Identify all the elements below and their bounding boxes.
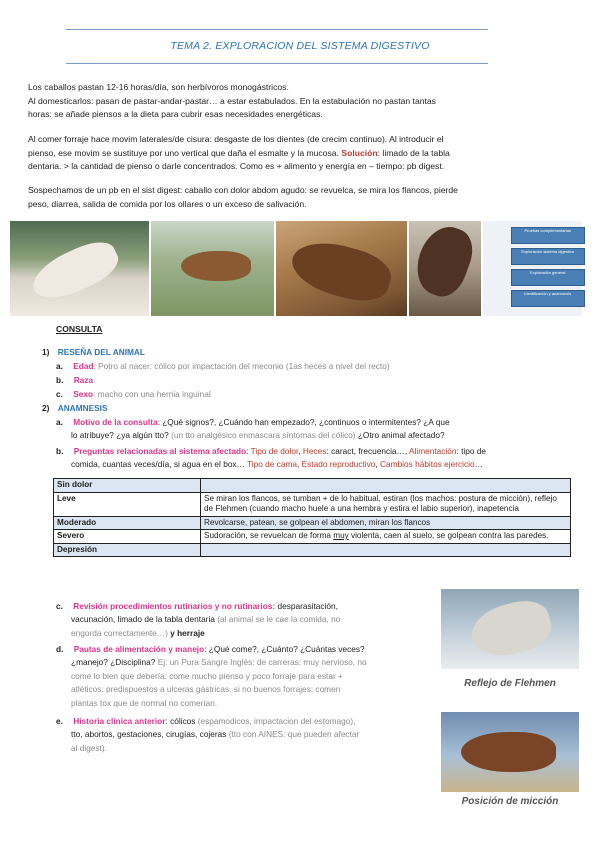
topic: Tipo de cama bbox=[247, 459, 297, 470]
paragraph-suspicion bbox=[28, 184, 576, 211]
photo-horse-head bbox=[409, 221, 481, 316]
item-value: : Potro al nacer: cólico por impactación del meconio (1as heces a nivel del recto) bbox=[93, 361, 390, 371]
text: , bbox=[298, 446, 303, 456]
item-key: Pautas de alimentación y manejo bbox=[73, 644, 205, 654]
table-row bbox=[54, 492, 571, 516]
item-note: come lo bien que debería: come mucho pienso y poco forraje para estar + bbox=[71, 670, 343, 681]
text: comida, cuantas veces/día, si agua en el box… bbox=[71, 459, 248, 470]
text: : bbox=[246, 446, 251, 456]
item-letter: a. bbox=[56, 361, 63, 371]
paragraph-teeth bbox=[28, 133, 576, 174]
photo-strip bbox=[10, 221, 582, 316]
section-label: ANAMNESIS bbox=[57, 403, 108, 413]
pain-description: Se miran los flancos, se tumban + de lo habitual, estiran (los machos: postura de micción), reflejo de Flehmen (cuando macho huele a una hembra y estira el labio superior), inapetencia bbox=[201, 492, 571, 516]
item-note: atléticos: predispuestos a ulceras gástricas. si no buenos forrajes: comen bbox=[71, 684, 341, 695]
pain-description: Revolcarse, patean, se golpean el abdomen, miran los flancos bbox=[201, 516, 571, 530]
para2-line: dentaria. > la cantidad de pienso o darle concentrados. Como es + alimento y energía en – tiempo: pb digest. bbox=[28, 161, 445, 172]
section-number: 2) bbox=[42, 403, 50, 413]
photo-horse-lying bbox=[276, 221, 407, 316]
item-value: : cólicos bbox=[165, 716, 198, 726]
item-letter: d. bbox=[56, 644, 64, 654]
photo-horse-rolling bbox=[10, 221, 149, 316]
item-motivo bbox=[56, 416, 576, 443]
emphasis: muy bbox=[333, 531, 349, 540]
pain-table bbox=[53, 478, 571, 557]
top-rule bbox=[66, 29, 488, 30]
diagram-box: Identificación y anamnesis bbox=[511, 290, 585, 307]
item-note: plantas tox que de normal no comerían. bbox=[71, 697, 218, 708]
item-key: Preguntas relacionadas al sistema afectado bbox=[73, 446, 247, 456]
item-value: : ¿Qué signos?, ¿Cuándo han empezado?, ¿continuos o intermitentes? ¿A que bbox=[157, 417, 450, 427]
item-value: ¿Otro animal afectado? bbox=[355, 430, 445, 441]
caption-micturition: Posición de micción bbox=[461, 796, 559, 807]
consulta-heading: CONSULTA bbox=[56, 324, 103, 334]
item-value: vacunación, limado de la tabla dentaria bbox=[71, 614, 218, 625]
item-letter: b. bbox=[56, 375, 64, 385]
para1-line: Los caballos pastan 12-16 horas/día, son herbívoros monogástricos. bbox=[28, 82, 289, 92]
item-value: : macho con una hernia inguinal bbox=[93, 389, 211, 399]
item-value: lo atribuye? ¿ya algún tto? bbox=[71, 430, 172, 441]
diagram-exploration-steps bbox=[483, 221, 582, 316]
item-key: Revisión procedimientos rutinarios y no rutinarios: bbox=[73, 601, 276, 611]
table-row bbox=[54, 530, 571, 544]
topic: Alimentación bbox=[409, 446, 457, 456]
diagram-box: Exploración general bbox=[511, 269, 585, 286]
item-letter: c. bbox=[56, 389, 63, 399]
item-value: tto, abortos, gestaciones, cirugías, cojeras bbox=[71, 729, 229, 740]
para3-line: peso, diarrea, salida de comida por los ollares o un exceso de salivación. bbox=[28, 198, 307, 209]
text: : caract, frecuencia…, bbox=[326, 446, 409, 456]
section-anamnesis bbox=[42, 402, 108, 415]
item-note: al digest). bbox=[71, 742, 107, 753]
para1-line: Al domesticarlos: pasan de pastar-andar-pastar… a estar estabulados. En la estabulación no pastan tantas bbox=[28, 95, 436, 106]
pain-description bbox=[201, 479, 571, 493]
item-note: (un tto analgésico enmascara síntomas del cólico) bbox=[171, 430, 356, 441]
item-key: Edad bbox=[73, 361, 94, 371]
item-note: engorda correctamente…) bbox=[71, 627, 168, 638]
item-letter: e. bbox=[56, 716, 63, 726]
topic: Cambios hábitos ejercicio bbox=[380, 459, 475, 470]
item-note: (tto con AINES: que pueden afectar bbox=[228, 729, 360, 740]
item-historia bbox=[56, 715, 426, 755]
table-row bbox=[54, 516, 571, 530]
item-note: (al animal se le cae la comida, no bbox=[217, 614, 341, 625]
para1-line: horas: se añade piensos a la dieta para cubrir esas necesidades energéticas. bbox=[28, 109, 323, 120]
para2-line: Al comer forraje hace movim laterales/de cisura: desgaste de los dientes (de crecim continuo). Al introducir el bbox=[28, 134, 444, 144]
item-key: Historia clínica anterior bbox=[73, 716, 166, 726]
section-label: RESEÑA DEL ANIMAL bbox=[57, 347, 145, 357]
para2-line bbox=[28, 147, 576, 161]
para3-line: Sospechamos de un pb en el sist digest: caballo con dolor abdom agudo: se revuelca, se mira los flancos, pierde bbox=[28, 185, 458, 195]
title-rule bbox=[66, 63, 488, 64]
photo-micturition bbox=[441, 712, 579, 792]
photo-flehmen bbox=[441, 589, 579, 669]
text: Sudoración, se revuelcan de forma bbox=[204, 531, 334, 540]
topic: Tipo de dolor bbox=[250, 446, 299, 456]
pain-level: Moderado bbox=[54, 516, 201, 530]
text: pienso, ese movim se sustituye por uno vertical que daña el esmalte y la mucosa. bbox=[28, 147, 342, 158]
item-value: : ¿Qué come?, ¿Cuánto? ¿Cuántas veces? bbox=[204, 644, 365, 654]
item-value: y herraje bbox=[167, 627, 205, 638]
item-value: ¿manejo? ¿Disciplina? bbox=[71, 657, 158, 668]
diagram-box: Exploración sistema digestivo bbox=[511, 248, 585, 265]
table-row bbox=[54, 479, 571, 493]
diagram-box: Pruebas complementarias bbox=[511, 227, 585, 244]
text: : limado de la tabla bbox=[377, 147, 450, 158]
page-title: TEMA 2. EXPLORACION DEL SISTEMA DIGESTIVO bbox=[170, 40, 430, 52]
item-note: Ej: un Pura Sangre Inglés: de carreras: muy nervioso, no bbox=[157, 657, 367, 668]
item-edad bbox=[56, 360, 576, 373]
caption-flehmen: Reflejo de Flehmen bbox=[464, 678, 556, 689]
item-key: Motivo de la consulta bbox=[73, 417, 158, 427]
item-note: (espamodicos, impactacion del estomago), bbox=[197, 716, 356, 726]
text: , bbox=[297, 459, 302, 470]
pain-level: Severo bbox=[54, 530, 201, 544]
item-revision bbox=[56, 600, 426, 640]
solution-label: Solución bbox=[341, 147, 378, 158]
item-sexo bbox=[56, 388, 211, 401]
pain-level: Leve bbox=[54, 492, 201, 516]
item-preguntas bbox=[56, 445, 576, 472]
topic: Heces bbox=[302, 446, 327, 456]
item-value: desparasitación, bbox=[275, 601, 338, 611]
topic: Estado reproductivo bbox=[301, 459, 376, 470]
text: violenta, caen al suelo, se golpean contra las paredes. bbox=[348, 531, 549, 540]
text: … bbox=[474, 459, 483, 470]
item-key: Raza bbox=[73, 375, 94, 385]
table-row bbox=[54, 543, 571, 557]
item-key: Sexo bbox=[73, 389, 94, 399]
item-pautas bbox=[56, 643, 426, 710]
item-raza bbox=[56, 374, 93, 387]
section-resena bbox=[42, 346, 145, 359]
text: : tipo de bbox=[456, 446, 487, 456]
item-letter: b. bbox=[56, 446, 64, 456]
section-number: 1) bbox=[42, 347, 50, 357]
pain-level: Sin dolor bbox=[54, 479, 201, 493]
paragraph-intro bbox=[28, 81, 576, 122]
pain-description bbox=[201, 530, 571, 544]
pain-level: Depresión bbox=[54, 543, 201, 557]
item-letter: c. bbox=[56, 601, 63, 611]
text: , bbox=[375, 459, 381, 470]
item-letter: a. bbox=[56, 417, 63, 427]
pain-description bbox=[201, 543, 571, 557]
photo-horse-grazing bbox=[151, 221, 274, 316]
